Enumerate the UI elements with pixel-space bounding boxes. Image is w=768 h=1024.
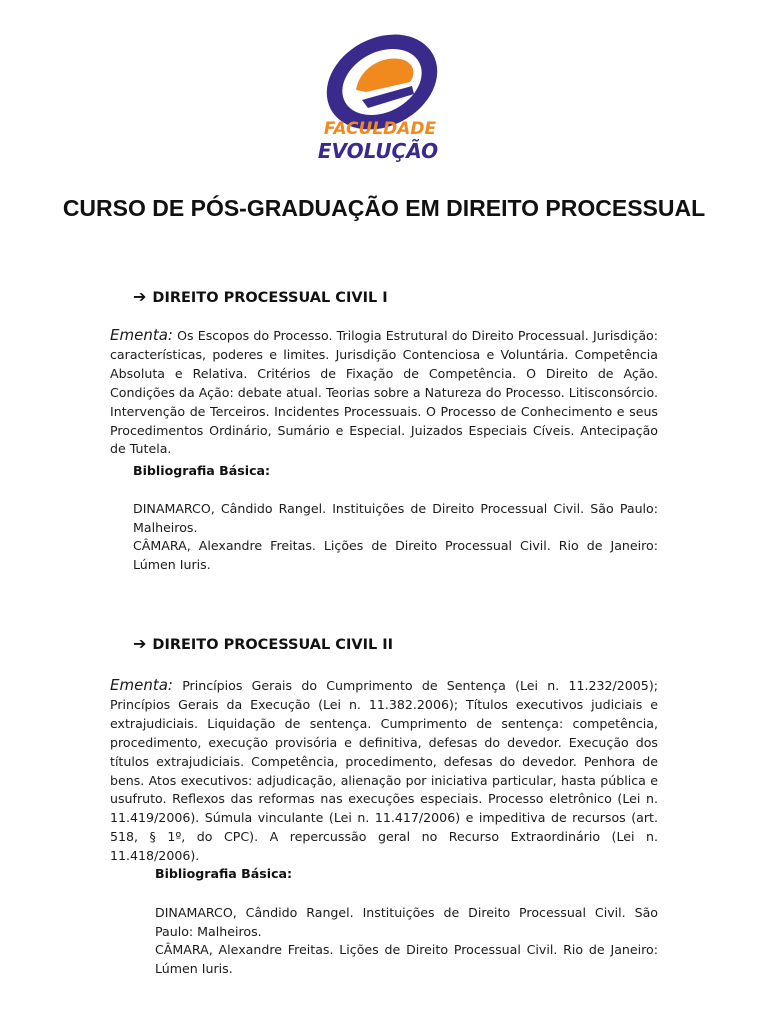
section-heading-civil-i [133,287,388,306]
bibliografia-entry: DINAMARCO, Cândido Rangel. Instituições de Direito Processual Civil. São Paulo: Malheiros. [155,905,658,939]
ementa-civil-ii [110,676,658,866]
bibliografia-entry: CÂMARA, Alexandre Freitas. Lições de Direito Processual Civil. Rio de Janeiro: Lúmen Iuris. [155,942,658,976]
bibliografia-list-civil-ii [155,904,658,978]
ementa-civil-i [110,326,658,459]
ementa-label: Ementa: [110,326,173,344]
section-heading-civil-ii [133,634,393,653]
ementa-label: Ementa: [110,676,173,694]
bibliografia-title: Bibliografia Básica: [133,463,271,478]
bibliografia-title: Bibliografia Básica: [155,866,293,881]
section-heading-label: DIREITO PROCESSUAL CIVIL I [152,290,388,306]
section-heading-label: DIREITO PROCESSUAL CIVIL II [152,637,394,653]
faculdade-evolucao-logo [312,30,448,170]
bibliografia-entry: CÂMARA, Alexandre Freitas. Lições de Direito Processual Civil. Rio de Janeiro: Lúmen Iuris. [133,538,658,572]
course-title: CURSO DE PÓS-GRADUAÇÃO EM DIREITO PROCESSUAL [62,195,706,221]
logo-text-line2: EVOLUÇÃO [317,139,439,163]
arrow-right-icon: ➔ [133,634,147,653]
bibliografia-entry: DINAMARCO, Cândido Rangel. Instituições de Direito Processual Civil. São Paulo: Malheiros. [133,501,658,535]
bibliografia-list-civil-i [133,500,658,574]
logo-text-line1: FACULDADE [323,119,437,139]
ementa-text: Princípios Gerais do Cumprimento de Sentença (Lei n. 11.232/2005); Princípios Gerais da Execução (Lei n. 11.382.2006); Títulos executivos judiciais e extrajudiciais. Liquidação de sentença. Cumprimento de sentença: competência, procedimento, execução provisória e definitiva, defesas do devedor. Execução dos títulos extrajudiciais. Competência, procedimento, defesas do devedor. Penhora de bens. Atos executivos: adjudicação, alienação por iniciativa particular, hasta pública e usufruto. Reflexos das reformas nas execuções especiais. Processo eletrônico (Lei n. 11.419/2006). Súmula vinculante (Lei n. 11.417/2006) e impeditiva de recursos (art. 518, § 1º, do CPC). A repercussão geral no Recurso Extraordinário (Lei n. 11.418/2006). [110,678,658,864]
arrow-right-icon: ➔ [133,287,147,306]
ementa-text: Os Escopos do Processo. Trilogia Estrutural do Direito Processual. Jurisdição: características, poderes e limites. Jurisdição Contenciosa e Voluntária. Competência Absoluta e Relativa. Critérios de Fixação de Competência. O Direito de Ação. Condições da Ação: debate atual. Teorias sobre a Natureza do Processo. Litisconsórcio. Intervenção de Terceiros. Incidentes Processuais. O Processo de Conhecimento e seus Procedimentos Ordinário, Sumário e Especial. Juizados Especiais Cíveis. Antecipação de Tutela. [110,328,658,457]
